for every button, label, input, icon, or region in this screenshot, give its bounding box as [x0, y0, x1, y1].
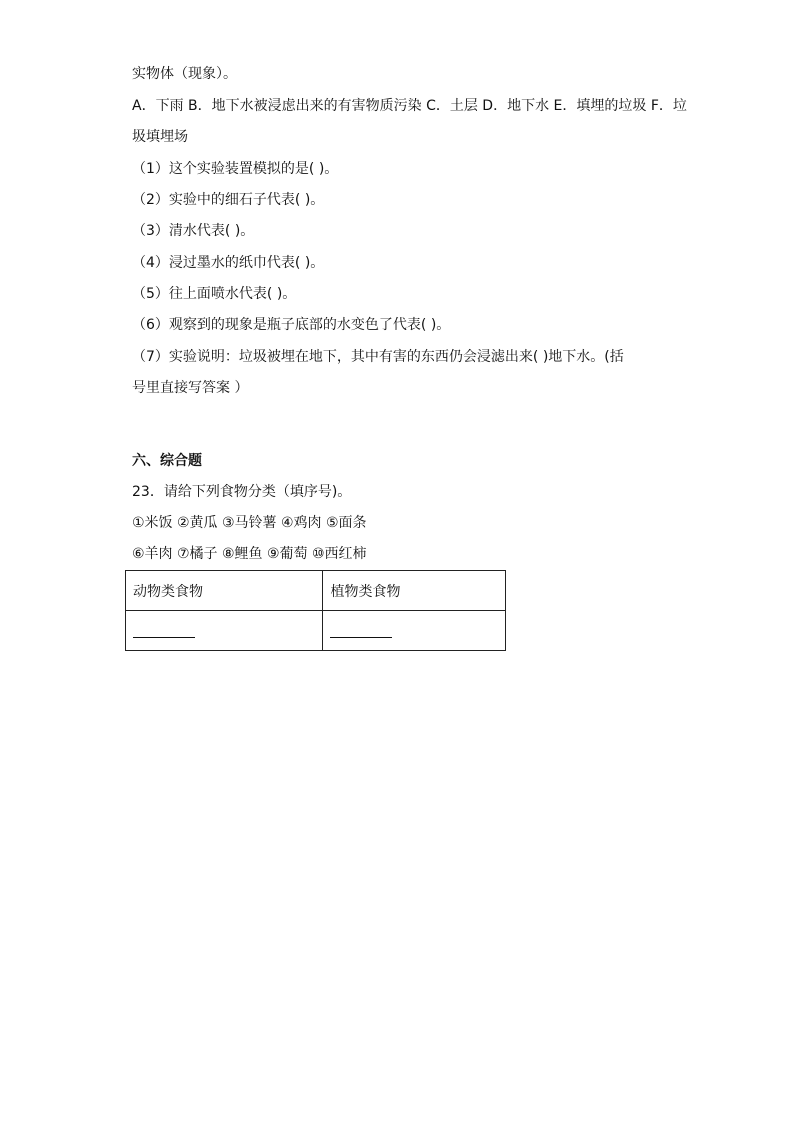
table-answer-row	[126, 611, 506, 651]
plant-answer-cell[interactable]	[323, 611, 506, 651]
subquestion-2: （2）实验中的细石子代表( )。	[132, 192, 325, 208]
subquestion-7: （7）实验说明：垃圾被埋在地下，其中有害的东西仍会浸滤出来( )地下水。(括	[132, 349, 624, 365]
food-options-row-1: ①米饭 ②黄瓜 ③马铃薯 ④鸡肉 ⑤面条	[132, 515, 367, 531]
section-heading: 六、综合题	[132, 453, 202, 469]
table-header-row	[126, 571, 506, 611]
food-options-row-2: ⑥羊肉 ⑦橘子 ⑧鲤鱼 ⑨葡萄 ⑩西红柿	[132, 546, 367, 562]
plant-answer-blank[interactable]	[330, 623, 392, 638]
subquestion-6: （6）观察到的现象是瓶子底部的水变色了代表( )。	[132, 317, 451, 333]
animal-answer-blank[interactable]	[133, 623, 195, 638]
question-23: 23．请给下列食物分类（填序号)。	[132, 484, 352, 500]
food-classification-table	[125, 570, 506, 651]
animal-answer-cell[interactable]	[126, 611, 323, 651]
text-line-1: 实物体（现象）。	[132, 66, 237, 82]
header-plant-food: 植物类食物	[323, 571, 506, 611]
subquestion-4: （4）浸过墨水的纸巾代表( )。	[132, 255, 325, 271]
subquestion-3: （3）清水代表( )。	[132, 223, 255, 239]
header-animal-food: 动物类食物	[126, 571, 323, 611]
options-line-1: A．下雨 B．地下水被浸虑出来的有害物质污染 C．土层 D．地下水 E．填埋的垃圾 F．垃	[132, 98, 687, 114]
subquestion-7-continued: 号里直接写答案 ）	[132, 380, 249, 396]
options-line-2: 圾填埋场	[132, 129, 188, 145]
subquestion-1: （1）这个实验装置模拟的是( )。	[132, 161, 339, 177]
subquestion-5: （5）往上面喷水代表( )。	[132, 286, 297, 302]
